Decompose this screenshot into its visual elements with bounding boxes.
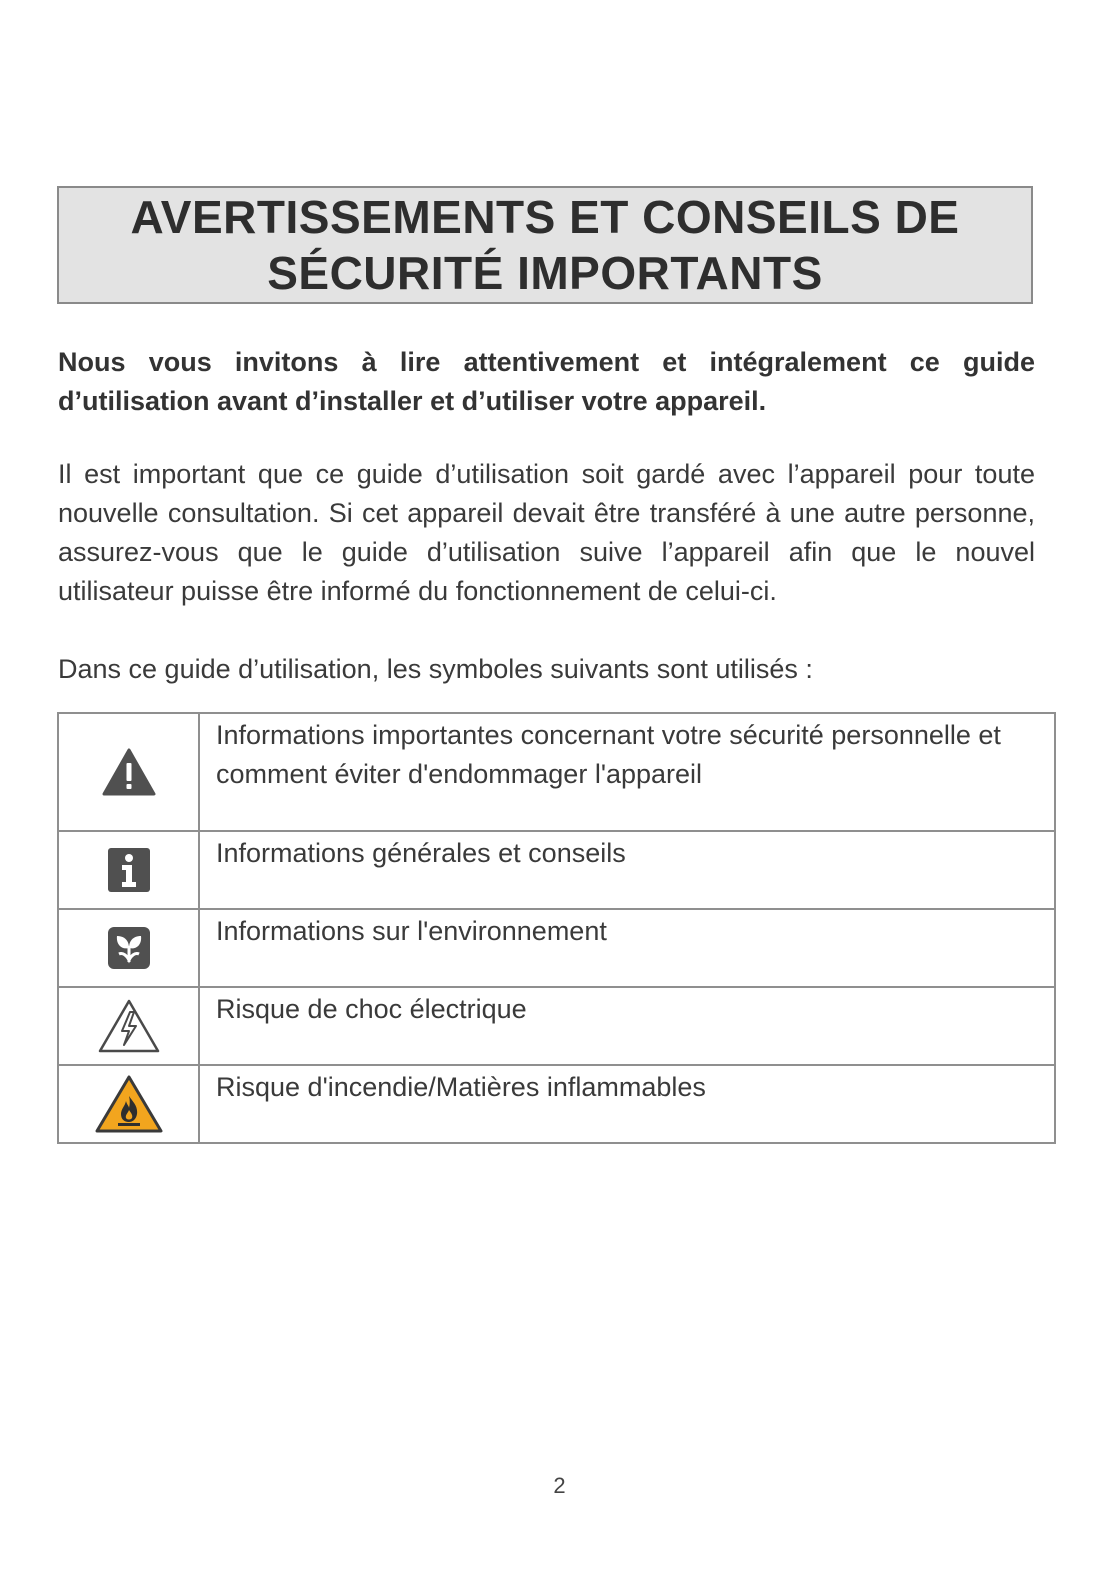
symbol-row xyxy=(58,713,1055,831)
page-title-line-2: SÉCURITÉ IMPORTANTS xyxy=(267,247,823,299)
warning-triangle-icon xyxy=(102,748,156,796)
symbol-icon-cell xyxy=(58,831,199,909)
symbol-icon-cell xyxy=(58,909,199,987)
symbol-icon-cell xyxy=(58,1065,199,1143)
symbol-description: Informations générales et conseils xyxy=(199,831,1055,909)
symbol-description: Risque d'incendie/Matières inflammables xyxy=(199,1065,1055,1143)
symbol-row xyxy=(58,987,1055,1065)
intro-bold-text: Nous vous invitons à lire attentivement et intégralement ce guide d’utilisation avant d’installer et d’utiliser votre appareil. xyxy=(58,347,1035,416)
symbol-row xyxy=(58,831,1055,909)
symbol-icon-cell xyxy=(58,987,199,1065)
paragraph-symbols-intro: Dans ce guide d’utilisation, les symboles suivants sont utilisés : xyxy=(58,654,813,684)
symbols-table xyxy=(57,712,1056,1144)
electric-shock-icon xyxy=(97,998,161,1054)
info-icon xyxy=(107,847,151,893)
environment-icon xyxy=(107,926,151,970)
symbol-description: Risque de choc électrique xyxy=(199,987,1055,1065)
symbol-description: Informations sur l'environnement xyxy=(199,909,1055,987)
fire-hazard-icon xyxy=(94,1074,164,1134)
symbol-row xyxy=(58,1065,1055,1143)
symbol-icon-cell xyxy=(58,713,199,831)
page-title-line-1: AVERTISSEMENTS ET CONSEILS DE xyxy=(130,191,960,243)
paragraph-keep-guide: Il est important que ce guide d’utilisation soit gardé avec l’appareil pour toute nouvelle consultation. Si cet appareil devait être transféré à une autre personne, assurez-vous que le guide d’utilisation suive l’appareil afin que le nouvel utilisateur puisse être informé du fonctionnement de celui-ci. xyxy=(58,459,1035,606)
title-box xyxy=(57,186,1033,304)
symbol-description: Informations importantes concernant votre sécurité personnelle et comment éviter d'endommager l'appareil xyxy=(199,713,1055,831)
symbol-row xyxy=(58,909,1055,987)
page-number: 2 xyxy=(553,1473,566,1498)
